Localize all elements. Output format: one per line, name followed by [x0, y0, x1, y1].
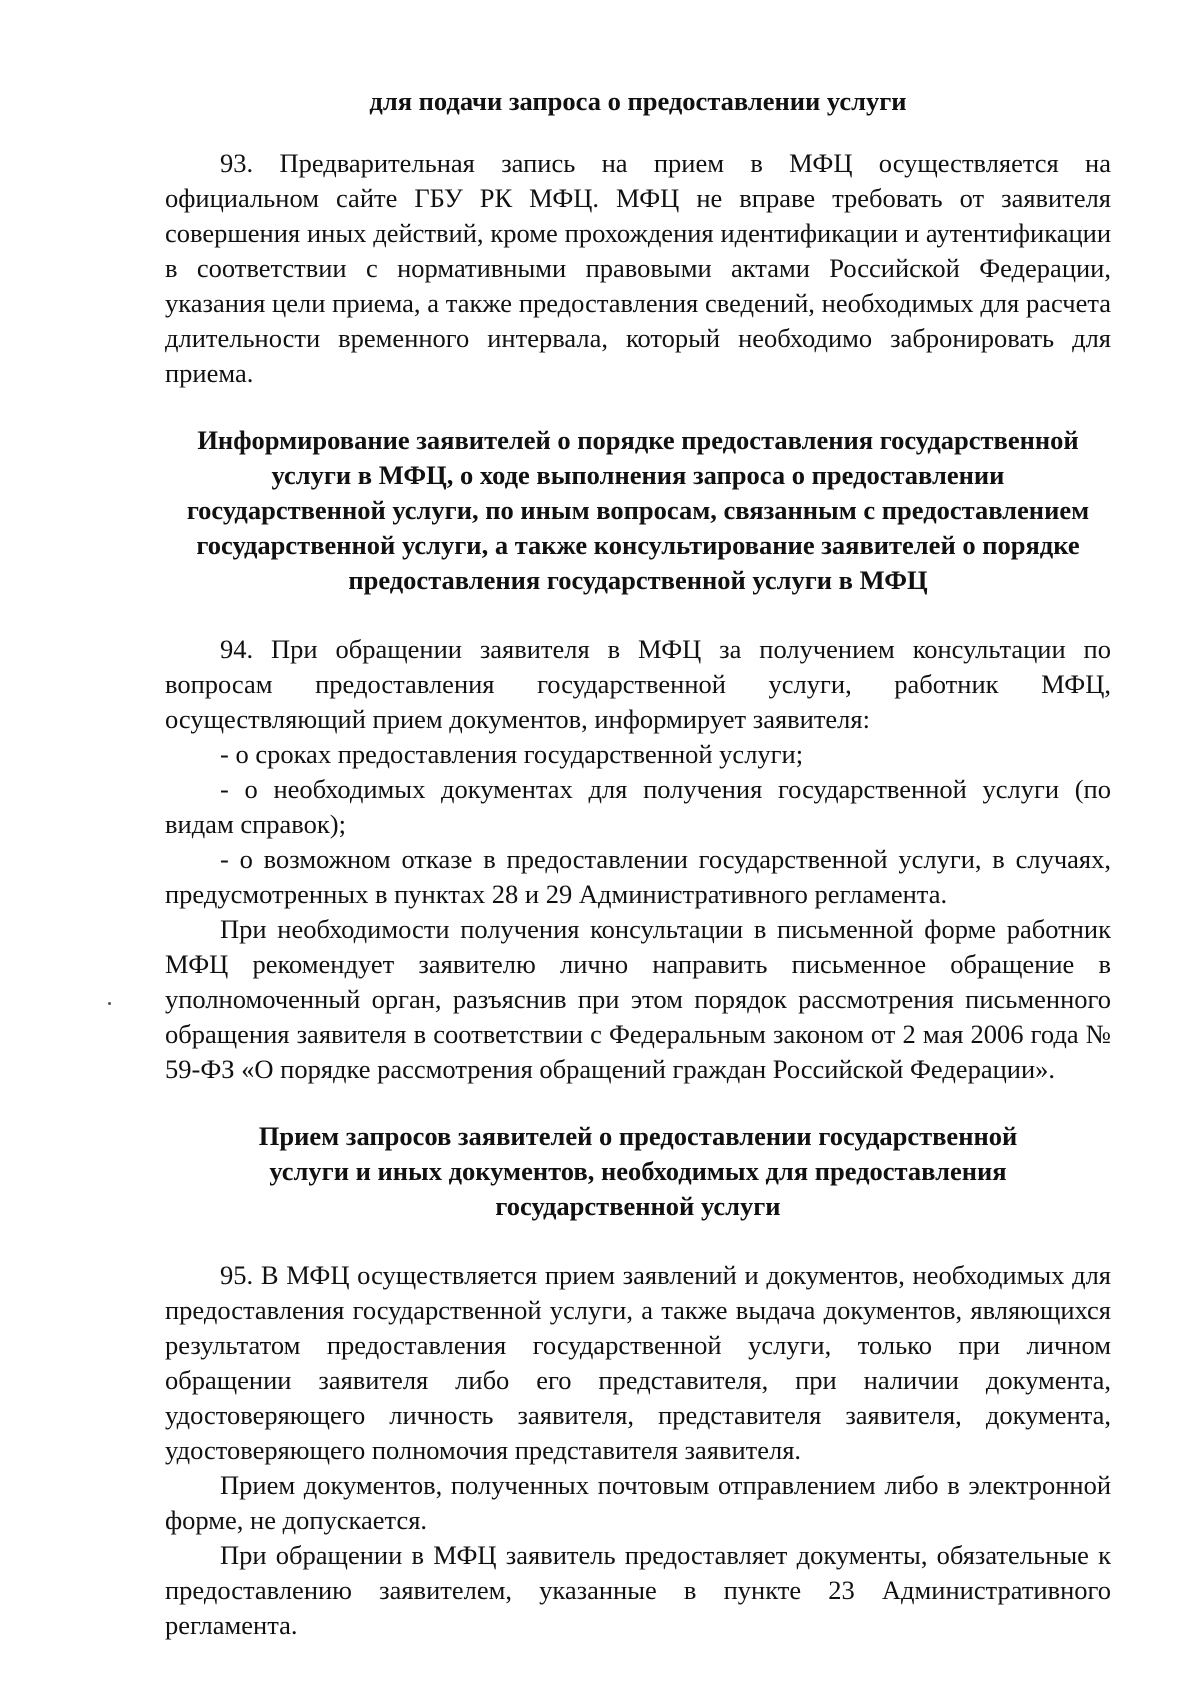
section-heading-top: для подачи запроса о предоставлении услуги — [369, 86, 907, 116]
list-item: - о возможном отказе в предоставлении государственной услуги, в случаях, предусмотренных в пунктах 28 и 29 Административного регламента. — [165, 844, 1111, 909]
paragraph-95: 95. В МФЦ осуществляется прием заявлений и документов, необходимых для предоставления государственной услуги, а также выдача документов, являющихся результатом предоставления государственной услуги, только при личном обращении заявителя либо его представителя, при наличии документа, удостоверяющего личность заявителя, представителя заявителя, документа, удостоверяющего полномочия представителя заявителя. — [165, 1260, 1111, 1465]
paragraph-94: 94. При обращении заявителя в МФЦ за получением консультации по вопросам предоставления государственной услуги, работник МФЦ, осуществляющий прием документов, информирует заявителя: — [165, 634, 1111, 734]
section-heading-informing: Информирование заявителей о порядке предоставления государственной услуги в МФЦ, о ходе выполнения запроса о предоставлении государственной услуги, по иным вопросам, связанным с предоставлением государственной услуги, а также консультирование заявителей о порядке предоставления государственной услуги в МФЦ — [186, 425, 1090, 595]
list-item: - о необходимых документах для получения государственной услуги (по видам справок); — [165, 774, 1111, 839]
section-heading-reception: Прием запросов заявителей о предоставлении государственной услуги и иных документов, необходимых для предоставления государственной услуги — [258, 1121, 1018, 1221]
document-page — [165, 84, 1111, 1644]
list-item: - о сроках предоставления государственной услуги; — [220, 739, 804, 769]
paragraph-93: 93. Предварительная запись на прием в МФЦ осуществляется на официальном сайте ГБУ РК МФЦ. МФЦ не вправе требовать от заявителя совершения иных действий, кроме прохождения идентификации и аутентификации в соответствии с нормативными правовыми актами Российской Федерации, указания цели приема, а также предоставления сведений, необходимых для расчета длительности временного интервала, который необходимо забронировать для приема. — [165, 148, 1111, 388]
paragraph-consultation: При необходимости получения консультации в письменной форме работник МФЦ рекомендует заявителю лично направить письменное обращение в уполномоченный орган, разъяснив при этом порядок рассмотрения письменного обращения заявителя в соответствии с Федеральным законом от 2 мая 2006 года № 59-ФЗ «О порядке рассмотрения обращений граждан Российской Федерации». — [165, 914, 1111, 1084]
scan-speck — [108, 1002, 111, 1005]
paragraph-documents: При обращении в МФЦ заявитель предоставляет документы, обязательные к предоставлению заявителем, указанные в пункте 23 Административного регламента. — [165, 1540, 1111, 1640]
paragraph-postal: Прием документов, полученных почтовым отправлением либо в электронной форме, не допускается. — [165, 1470, 1111, 1535]
